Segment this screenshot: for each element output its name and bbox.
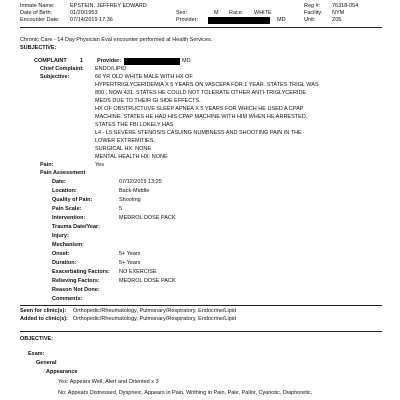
encounter-intro: Chronic Care - 14 Day Physician Eval encounter performed at Health Services. [20,37,213,43]
unit-value: Z05 [332,17,342,23]
subjective-title: SUBJECTIVE: [20,45,57,51]
race-value: WHITE [254,10,272,16]
pa-value-scale: 5 [119,206,123,212]
appearance-yes-findings: Yes: Appears Well, Alert and Oriented x 3 [58,379,159,385]
pa-label-comments: Comments: [52,296,83,302]
provider-suffix: MD [277,17,286,23]
pain-label: Pain: [40,162,54,168]
appearance-label: Appearance [46,369,78,375]
complaint-provider-label: Provider: [97,58,122,64]
reg-label: Reg #: [304,3,321,9]
pa-label-duration: Duration: [52,260,77,266]
provider-label: Provider: [176,17,199,23]
subjective-line: 800 , NOW 431. STATES HE COULD NOT TOLERATE OTHER ANTI-TRIGLYCERIDE [95,90,307,96]
subjective-line: HX OF OBSTRUCTUVE SLEEP APNEA X 5 YEARS FOR WHICH HE USED A CPAP [95,106,304,112]
exam-label: Exam: [28,351,45,357]
pa-value-onset: 5+ Years [119,251,141,257]
pa-label-reason-not-done: Reason Not Done: [52,287,100,293]
objective-title: OBJECTIVE: [20,336,54,342]
pa-value-quality: Shooting [119,197,141,203]
subjective-line: MEDS DUE TO THEIR GI SIDE EFFECTS. [95,98,201,104]
subjective-line: 66 YR OLD WHITE MALE WITH HX OF [95,74,193,80]
sex-value: M [214,10,219,16]
header-divider [20,27,382,28]
seen-for-clinics-label: Seen for clinic(s): [20,308,67,314]
facility-value: NYM [332,10,345,16]
encounter-date-label: Encounter Date: [20,17,60,23]
added-to-clinics-label: Added to clinic(s): [20,316,68,322]
race-label: Race: [229,10,244,16]
pa-label-exacerbating: Exacerbating Factors: [52,269,110,275]
pa-label-date: Date: [52,179,66,185]
pa-label-mechanism: Mechanism: [52,242,84,248]
subjective-line: LOWER EXTREMITIES. [95,138,155,144]
pa-label-injury: Injury: [52,233,69,239]
redacted-provider-name [208,17,270,24]
facility-label: Facility: [304,10,323,16]
sex-label: Sex: [176,10,188,16]
chief-complaint-label: Chief Complaint: [40,66,84,72]
pain-value: Yes [95,162,104,168]
chief-complaint-value: ENDO/LIPID [95,66,127,72]
reg-value: 76318-054 [332,3,359,9]
unit-label: Unit: [304,17,316,23]
complaint-label: COMPLAINT [34,58,67,64]
complaint-number: 1 [80,58,84,64]
seen-for-clinics-value: Orthopedic/Rheumatology, Pulmonary/Respiratory, Endocrine/Lipid [73,308,237,314]
pa-label-intervention: Intervention: [52,215,86,221]
subjective-line: SURGICAL HX: NONE [95,146,152,152]
subjective-line: MENTAL HEALTH HX: NONE [95,154,168,160]
subjective-label: Subjective: [40,74,70,80]
subjective-line: L4 - L5 SEVERE STENOSIS CASUING NUMBNESS AND SHOOTING PAIN IN THE [95,130,302,136]
subjective-line: HYPERTRIGLYCERIDEMIA X 5 YEARS ON VASCEPA FOR 1 YEAR. STATES TRIGL WAS [95,82,319,88]
pa-value-location: Back-Middle [119,188,150,194]
pa-value-intervention: MEDROL DOSE PACK [119,215,176,221]
pa-label-quality: Quality of Pain: [52,197,93,203]
redacted-complaint-provider [124,58,180,65]
pa-value-date: 07/12/2019 13:25 [119,179,162,185]
objective-divider [20,331,382,332]
pa-label-onset: Onset: [52,251,70,257]
pa-label-location: Location: [52,188,77,194]
pa-label-scale: Pain Scale: [52,206,82,212]
appearance-no-findings: No: Appears Distressed, Dyspneic, Appears in Pain, Writhing in Pain, Pale, Pallor, Cyanotic, Diaphoretic, [58,390,313,396]
pa-label-trauma-date: Trauma Date/Year: [52,224,100,230]
inmate-name-label: Inmate Name: [20,3,55,9]
general-label: General [36,360,57,366]
pa-label-relieving: Relieving Factors: [52,278,100,284]
pa-value-exacerbating: NO EXERCISE [119,269,157,275]
complaint-provider-suffix: MD [182,58,191,64]
dob-value: 01/20/1953 [70,10,98,16]
pa-value-duration: 5+ Years [119,260,141,266]
pain-assessment-title: Pain Assessment [40,170,86,176]
added-to-clinics-value: Orthopedic/Rheumatology, Pulmonary/Respiratory, Endocrine/Lipid [73,316,237,322]
subjective-line: MACHINE. STATES HE HAD HIS CPAP MACHINE WITH HIM WHEN HE ARRESTED. [95,114,308,120]
dob-label: Date of Birth: [20,10,53,16]
encounter-date-value: 07/14/2019 17:36 [70,17,113,23]
subjective-line: STATES THE FBI LOKELY HAS [95,122,174,128]
clinics-divider [20,305,382,306]
pa-value-relieving: MEDROL DOSE PACK [119,278,176,284]
inmate-name: EPSTEIN, JEFFREY EDWARD [70,3,147,9]
